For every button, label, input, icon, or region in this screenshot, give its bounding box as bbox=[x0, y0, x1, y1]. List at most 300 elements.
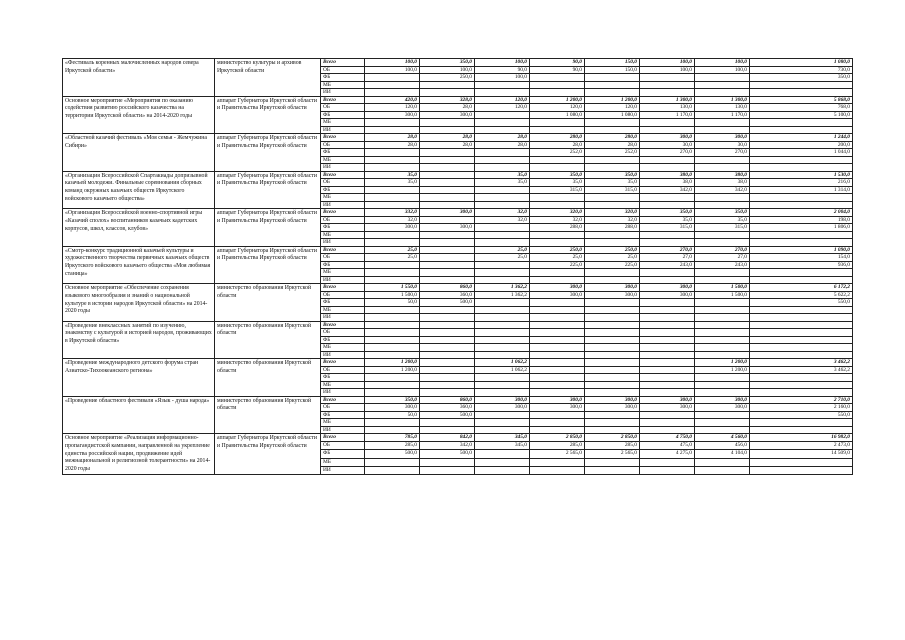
value-cell bbox=[585, 156, 640, 164]
executor-name: министерство образования Иркутской области bbox=[215, 321, 321, 359]
value-cell bbox=[530, 306, 585, 314]
activity-name: «Организация Всероссийской военно-спортивной игры «Казачий сполох» воспитанников казачьих кадетских корпусов, школ, классов, клубов» bbox=[63, 209, 215, 247]
value-cell bbox=[475, 126, 530, 134]
value-cell: 1 080,0 bbox=[530, 111, 585, 119]
value-cell: 28,0 bbox=[365, 134, 420, 142]
total-value-cell: 200,0 bbox=[750, 141, 853, 149]
value-cell: 300,0 bbox=[420, 209, 475, 217]
funding-source-label: ОБ bbox=[321, 329, 365, 337]
value-cell bbox=[530, 344, 585, 352]
value-cell bbox=[530, 89, 585, 97]
value-cell: 1 500,0 bbox=[695, 291, 750, 299]
value-cell: 30,0 bbox=[640, 141, 695, 149]
value-cell bbox=[695, 344, 750, 352]
value-cell: 1 200,0 bbox=[585, 96, 640, 104]
funding-source-label: ИИ bbox=[321, 89, 365, 97]
value-cell bbox=[695, 231, 750, 239]
value-cell bbox=[530, 119, 585, 127]
activity-name: «Фестиваль коренных малочисленных народов севера Иркутской области» bbox=[63, 59, 215, 97]
value-cell bbox=[585, 344, 640, 352]
value-cell: 4 275,0 bbox=[640, 450, 695, 458]
total-value-cell bbox=[750, 164, 853, 172]
value-cell bbox=[420, 329, 475, 337]
value-cell: 28,0 bbox=[530, 141, 585, 149]
value-cell bbox=[640, 81, 695, 89]
value-cell bbox=[420, 276, 475, 284]
value-cell bbox=[365, 261, 420, 269]
value-cell: 4 104,0 bbox=[695, 450, 750, 458]
value-cell bbox=[695, 81, 750, 89]
value-cell bbox=[475, 261, 530, 269]
total-value-cell bbox=[750, 239, 853, 247]
value-cell: 300,0 bbox=[695, 134, 750, 142]
value-cell bbox=[640, 374, 695, 382]
value-cell bbox=[420, 246, 475, 254]
value-cell bbox=[640, 344, 695, 352]
funding-source-label: МБ bbox=[321, 344, 365, 352]
value-cell bbox=[585, 426, 640, 434]
value-cell bbox=[475, 381, 530, 389]
value-cell bbox=[420, 366, 475, 374]
total-value-cell bbox=[750, 336, 853, 344]
activity-name: «Проведение международного детского форума стран Азиатско-Тихоокеанского региона» bbox=[63, 359, 215, 397]
value-cell bbox=[585, 89, 640, 97]
value-cell bbox=[640, 299, 695, 307]
value-cell: 350,0 bbox=[530, 171, 585, 179]
funding-source-label: Всего bbox=[321, 134, 365, 142]
funding-source-label: ИИ bbox=[321, 126, 365, 134]
total-value-cell bbox=[750, 231, 853, 239]
value-cell bbox=[585, 201, 640, 209]
funding-source-label: ОБ bbox=[321, 366, 365, 374]
value-cell bbox=[420, 321, 475, 329]
value-cell: 300,0 bbox=[640, 134, 695, 142]
value-cell: 360,0 bbox=[420, 404, 475, 412]
value-cell: 35,0 bbox=[475, 171, 530, 179]
value-cell bbox=[365, 119, 420, 127]
value-cell bbox=[695, 389, 750, 397]
value-cell bbox=[365, 201, 420, 209]
total-value-cell bbox=[750, 351, 853, 359]
funding-source-label: Всего bbox=[321, 284, 365, 292]
value-cell bbox=[530, 81, 585, 89]
activity-name: «Смотр-конкурс традиционной казачьей культуры и художественного творчества первичных казачьих обществ Иркутского войскового казачьего общества «Моя любимая станица» bbox=[63, 246, 215, 284]
value-cell bbox=[365, 314, 420, 322]
value-cell: 100,0 bbox=[640, 59, 695, 67]
table-row bbox=[63, 359, 853, 367]
value-cell: 28,0 bbox=[585, 141, 640, 149]
value-cell: 300,0 bbox=[530, 284, 585, 292]
value-cell: 315,0 bbox=[585, 186, 640, 194]
value-cell: 130,0 bbox=[695, 104, 750, 112]
value-cell: 28,0 bbox=[420, 104, 475, 112]
value-cell bbox=[475, 89, 530, 97]
value-cell bbox=[695, 411, 750, 419]
value-cell bbox=[640, 164, 695, 172]
total-value-cell: 1 090,0 bbox=[750, 246, 853, 254]
value-cell bbox=[475, 156, 530, 164]
value-cell: 32,0 bbox=[365, 216, 420, 224]
value-cell: 270,0 bbox=[640, 246, 695, 254]
value-cell: 288,0 bbox=[530, 224, 585, 232]
total-value-cell bbox=[750, 119, 853, 127]
total-value-cell bbox=[750, 374, 853, 382]
value-cell bbox=[365, 269, 420, 277]
table-row bbox=[63, 209, 853, 217]
total-value-cell bbox=[750, 389, 853, 397]
value-cell: 300,0 bbox=[530, 291, 585, 299]
value-cell: 100,0 bbox=[640, 66, 695, 74]
value-cell bbox=[530, 239, 585, 247]
funding-source-label: Всего bbox=[321, 396, 365, 404]
activity-name: Основное мероприятие «Обеспечение сохранения языкового многообразия и знаний о национальной культуре в истории народов Иркутской области» на 2014-2020 годы bbox=[63, 284, 215, 322]
value-cell bbox=[695, 74, 750, 82]
table-row bbox=[63, 321, 853, 329]
value-cell bbox=[585, 314, 640, 322]
value-cell bbox=[365, 81, 420, 89]
funding-source-label: ОБ bbox=[321, 254, 365, 262]
value-cell: 225,0 bbox=[585, 261, 640, 269]
value-cell: 100,0 bbox=[365, 66, 420, 74]
value-cell bbox=[475, 111, 530, 119]
value-cell: 300,0 bbox=[640, 291, 695, 299]
value-cell bbox=[695, 306, 750, 314]
value-cell bbox=[475, 149, 530, 157]
activity-name: «Областной казачий фестиваль «Моя семья - Жемчужина Сибири» bbox=[63, 134, 215, 172]
budget-table bbox=[62, 58, 853, 475]
value-cell bbox=[530, 366, 585, 374]
value-cell: 350,0 bbox=[695, 209, 750, 217]
value-cell bbox=[640, 276, 695, 284]
value-cell: 2 850,0 bbox=[585, 434, 640, 442]
value-cell: 50,0 bbox=[365, 411, 420, 419]
value-cell: 280,0 bbox=[585, 134, 640, 142]
value-cell bbox=[530, 426, 585, 434]
value-cell bbox=[695, 314, 750, 322]
activity-name: «Проведение областного фестиваля «Язык - душа народа» bbox=[63, 396, 215, 434]
value-cell: 243,0 bbox=[695, 261, 750, 269]
value-cell bbox=[475, 329, 530, 337]
value-cell bbox=[420, 231, 475, 239]
value-cell: 345,0 bbox=[475, 434, 530, 442]
funding-source-label: ФБ bbox=[321, 261, 365, 269]
value-cell: 25,0 bbox=[365, 246, 420, 254]
value-cell: 285,0 bbox=[530, 442, 585, 450]
value-cell: 120,0 bbox=[585, 104, 640, 112]
funding-source-label: ФБ bbox=[321, 411, 365, 419]
total-value-cell bbox=[750, 81, 853, 89]
value-cell bbox=[585, 74, 640, 82]
total-value-cell: 216,0 bbox=[750, 179, 853, 187]
value-cell bbox=[365, 306, 420, 314]
value-cell bbox=[420, 89, 475, 97]
value-cell bbox=[530, 164, 585, 172]
value-cell: 270,0 bbox=[695, 246, 750, 254]
value-cell bbox=[475, 239, 530, 247]
value-cell: 32,0 bbox=[530, 216, 585, 224]
value-cell bbox=[695, 381, 750, 389]
value-cell bbox=[420, 186, 475, 194]
value-cell bbox=[640, 419, 695, 427]
value-cell: 100,0 bbox=[695, 66, 750, 74]
value-cell bbox=[420, 351, 475, 359]
total-value-cell bbox=[750, 381, 853, 389]
value-cell bbox=[420, 254, 475, 262]
funding-source-label: Всего bbox=[321, 171, 365, 179]
value-cell bbox=[695, 201, 750, 209]
funding-source-label: Всего bbox=[321, 59, 365, 67]
value-cell: 90,0 bbox=[475, 66, 530, 74]
value-cell: 328,0 bbox=[420, 96, 475, 104]
total-value-cell: 16 982,0 bbox=[750, 434, 853, 442]
executor-name: министерство образования Иркутской области bbox=[215, 359, 321, 397]
value-cell: 27,0 bbox=[640, 254, 695, 262]
funding-source-label: ИИ bbox=[321, 201, 365, 209]
value-cell: 342,0 bbox=[695, 186, 750, 194]
value-cell: 25,0 bbox=[475, 254, 530, 262]
value-cell bbox=[365, 321, 420, 329]
funding-source-label: ФБ bbox=[321, 224, 365, 232]
value-cell bbox=[640, 411, 695, 419]
value-cell: 25,0 bbox=[530, 254, 585, 262]
value-cell: 28,0 bbox=[475, 134, 530, 142]
total-value-cell: 6 172,2 bbox=[750, 284, 853, 292]
value-cell bbox=[695, 194, 750, 202]
value-cell: 35,0 bbox=[640, 216, 695, 224]
value-cell bbox=[475, 411, 530, 419]
table-row bbox=[63, 171, 853, 179]
value-cell: 250,0 bbox=[585, 246, 640, 254]
value-cell: 28,0 bbox=[475, 141, 530, 149]
value-cell bbox=[420, 419, 475, 427]
funding-source-label: ИИ bbox=[321, 351, 365, 359]
value-cell: 130,0 bbox=[640, 104, 695, 112]
value-cell bbox=[695, 299, 750, 307]
total-value-cell bbox=[750, 126, 853, 134]
value-cell: 300,0 bbox=[365, 111, 420, 119]
value-cell bbox=[365, 389, 420, 397]
value-cell: 320,0 bbox=[585, 209, 640, 217]
value-cell bbox=[475, 119, 530, 127]
value-cell: 100,0 bbox=[475, 59, 530, 67]
total-value-cell: 1 314,0 bbox=[750, 186, 853, 194]
value-cell: 500,0 bbox=[420, 299, 475, 307]
value-cell bbox=[695, 321, 750, 329]
value-cell bbox=[420, 458, 475, 466]
value-cell bbox=[365, 344, 420, 352]
value-cell bbox=[420, 381, 475, 389]
value-cell: 252,0 bbox=[585, 149, 640, 157]
value-cell: 28,0 bbox=[420, 141, 475, 149]
value-cell: 1 500,0 bbox=[695, 284, 750, 292]
table-row bbox=[63, 434, 853, 442]
value-cell bbox=[530, 321, 585, 329]
value-cell: 32,0 bbox=[585, 216, 640, 224]
value-cell: 28,0 bbox=[420, 134, 475, 142]
value-cell: 25,0 bbox=[475, 246, 530, 254]
value-cell bbox=[585, 231, 640, 239]
funding-source-label: ФБ bbox=[321, 186, 365, 194]
total-value-cell: 5 868,0 bbox=[750, 96, 853, 104]
value-cell bbox=[640, 201, 695, 209]
value-cell: 120,0 bbox=[530, 104, 585, 112]
value-cell bbox=[640, 126, 695, 134]
value-cell bbox=[420, 81, 475, 89]
value-cell bbox=[585, 239, 640, 247]
value-cell: 250,0 bbox=[530, 246, 585, 254]
value-cell: 300,0 bbox=[420, 224, 475, 232]
total-value-cell: 3 462,2 bbox=[750, 366, 853, 374]
funding-source-label: ИИ bbox=[321, 276, 365, 284]
funding-source-label: МБ bbox=[321, 119, 365, 127]
value-cell: 285,0 bbox=[365, 442, 420, 450]
value-cell bbox=[640, 231, 695, 239]
value-cell: 350,0 bbox=[585, 171, 640, 179]
value-cell bbox=[585, 276, 640, 284]
value-cell bbox=[420, 261, 475, 269]
total-value-cell: 1 080,0 bbox=[750, 59, 853, 67]
funding-source-label: МБ bbox=[321, 231, 365, 239]
total-value-cell: 1 044,0 bbox=[750, 149, 853, 157]
activity-name: Основное мероприятие «Мероприятия по оказанию содействия развитию российского казачества на территории Иркутской области» на 2014-2020 годы bbox=[63, 96, 215, 134]
value-cell bbox=[530, 359, 585, 367]
value-cell bbox=[365, 74, 420, 82]
total-value-cell bbox=[750, 314, 853, 322]
value-cell: 345,0 bbox=[475, 442, 530, 450]
total-value-cell: 14 509,0 bbox=[750, 450, 853, 458]
value-cell bbox=[585, 194, 640, 202]
value-cell bbox=[365, 194, 420, 202]
funding-source-label: ИИ bbox=[321, 389, 365, 397]
value-cell bbox=[420, 336, 475, 344]
value-cell bbox=[695, 276, 750, 284]
value-cell: 350,0 bbox=[420, 59, 475, 67]
table-row bbox=[63, 96, 853, 104]
funding-source-label: ФБ bbox=[321, 74, 365, 82]
funding-source-label: ОБ bbox=[321, 66, 365, 74]
value-cell bbox=[640, 74, 695, 82]
value-cell bbox=[695, 374, 750, 382]
executor-name: аппарат Губернатора Иркутской области и Правительства Иркутской области bbox=[215, 171, 321, 209]
value-cell bbox=[530, 156, 585, 164]
funding-source-label: МБ bbox=[321, 156, 365, 164]
value-cell bbox=[475, 201, 530, 209]
funding-source-label: МБ bbox=[321, 194, 365, 202]
funding-source-label: ОБ bbox=[321, 141, 365, 149]
total-value-cell: 936,0 bbox=[750, 261, 853, 269]
value-cell bbox=[530, 329, 585, 337]
value-cell bbox=[420, 269, 475, 277]
value-cell: 1 200,0 bbox=[530, 96, 585, 104]
total-value-cell bbox=[750, 156, 853, 164]
activity-name: «Проведение внеклассных занятий по изучению, знакомству с культурой и историей народов, проживающих в Иркутской области» bbox=[63, 321, 215, 359]
value-cell: 35,0 bbox=[530, 179, 585, 187]
value-cell bbox=[530, 336, 585, 344]
funding-source-label: ФБ bbox=[321, 374, 365, 382]
value-cell: 360,0 bbox=[420, 291, 475, 299]
value-cell bbox=[695, 239, 750, 247]
total-value-cell: 550,0 bbox=[750, 411, 853, 419]
value-cell: 4 560,0 bbox=[695, 434, 750, 442]
value-cell bbox=[365, 239, 420, 247]
value-cell bbox=[475, 194, 530, 202]
executor-name: министерство культуры и архивов Иркутской области bbox=[215, 59, 321, 97]
value-cell bbox=[420, 389, 475, 397]
value-cell bbox=[695, 419, 750, 427]
funding-source-label: ИИ bbox=[321, 466, 365, 474]
value-cell: 500,0 bbox=[420, 450, 475, 458]
funding-source-label: ИИ bbox=[321, 426, 365, 434]
value-cell: 2 565,0 bbox=[585, 450, 640, 458]
value-cell bbox=[475, 276, 530, 284]
value-cell bbox=[640, 119, 695, 127]
executor-name: министерство образования Иркутской области bbox=[215, 396, 321, 434]
funding-source-label: Всего bbox=[321, 246, 365, 254]
value-cell bbox=[585, 336, 640, 344]
funding-source-label: ОБ bbox=[321, 104, 365, 112]
value-cell bbox=[365, 156, 420, 164]
value-cell: 300,0 bbox=[365, 404, 420, 412]
value-cell bbox=[640, 239, 695, 247]
value-cell bbox=[530, 74, 585, 82]
executor-name: министерство образования Иркутской области bbox=[215, 284, 321, 322]
value-cell bbox=[475, 321, 530, 329]
total-value-cell: 198,0 bbox=[750, 216, 853, 224]
value-cell: 342,0 bbox=[420, 442, 475, 450]
total-value-cell bbox=[750, 458, 853, 466]
total-value-cell: 2 473,0 bbox=[750, 442, 853, 450]
total-value-cell bbox=[750, 306, 853, 314]
value-cell: 35,0 bbox=[365, 171, 420, 179]
funding-source-label: МБ bbox=[321, 458, 365, 466]
value-cell: 300,0 bbox=[640, 284, 695, 292]
total-value-cell: 5 622,2 bbox=[750, 291, 853, 299]
value-cell bbox=[475, 299, 530, 307]
total-value-cell bbox=[750, 194, 853, 202]
value-cell bbox=[530, 231, 585, 239]
value-cell: 250,0 bbox=[420, 74, 475, 82]
total-value-cell: 154,0 bbox=[750, 254, 853, 262]
value-cell: 332,0 bbox=[365, 209, 420, 217]
value-cell: 120,0 bbox=[365, 104, 420, 112]
value-cell: 1 362,2 bbox=[475, 284, 530, 292]
value-cell: 350,0 bbox=[365, 396, 420, 404]
value-cell: 120,0 bbox=[475, 104, 530, 112]
value-cell bbox=[420, 164, 475, 172]
value-cell: 35,0 bbox=[365, 179, 420, 187]
value-cell bbox=[585, 458, 640, 466]
value-cell bbox=[365, 164, 420, 172]
value-cell: 270,0 bbox=[695, 149, 750, 157]
funding-source-label: ИИ bbox=[321, 314, 365, 322]
value-cell bbox=[640, 458, 695, 466]
value-cell: 1 362,2 bbox=[475, 291, 530, 299]
total-value-cell: 1 530,0 bbox=[750, 171, 853, 179]
value-cell bbox=[640, 359, 695, 367]
funding-source-label: МБ bbox=[321, 306, 365, 314]
value-cell: 1 200,0 bbox=[365, 366, 420, 374]
funding-source-label: ФБ bbox=[321, 149, 365, 157]
value-cell bbox=[530, 276, 585, 284]
total-value-cell bbox=[750, 466, 853, 474]
value-cell: 28,0 bbox=[365, 141, 420, 149]
value-cell bbox=[365, 186, 420, 194]
value-cell bbox=[530, 314, 585, 322]
value-cell bbox=[365, 419, 420, 427]
funding-source-label: Всего bbox=[321, 434, 365, 442]
value-cell bbox=[640, 89, 695, 97]
total-value-cell bbox=[750, 426, 853, 434]
